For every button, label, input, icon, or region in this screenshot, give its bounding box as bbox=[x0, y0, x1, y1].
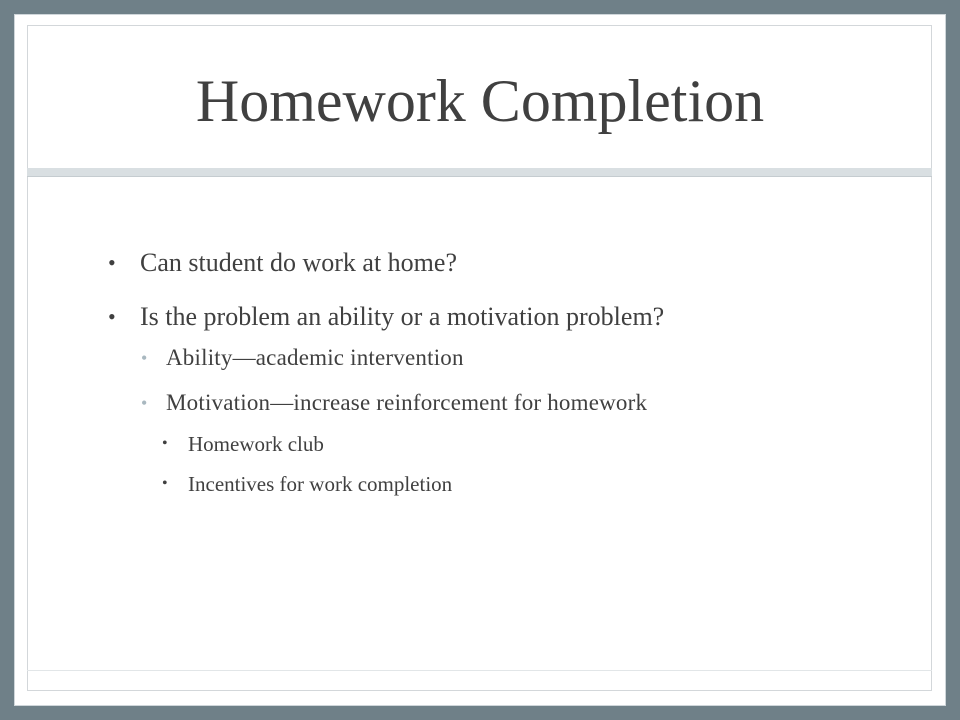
bullet-level3 bbox=[162, 471, 453, 497]
bullet-text: Incentives for work completion bbox=[188, 472, 453, 496]
bullet-dot-icon: • bbox=[108, 250, 116, 275]
bullet-text: Homework club bbox=[188, 432, 324, 456]
bullet-level1 bbox=[108, 302, 665, 332]
slide-body bbox=[14, 14, 946, 706]
slide-title: Homework Completion bbox=[195, 68, 765, 134]
bullet-text: Can student do work at home? bbox=[140, 248, 457, 277]
sub-bullet-dot-icon: • bbox=[141, 393, 148, 413]
sub-sub-bullet-dot-icon: • bbox=[162, 475, 168, 492]
bullet-text: Ability—academic intervention bbox=[166, 345, 464, 370]
bullet-level3 bbox=[162, 431, 324, 457]
sub-bullet-dot-icon: • bbox=[141, 348, 148, 368]
bullet-text: Is the problem an ability or a motivation problem? bbox=[140, 302, 665, 331]
bullet-text: Motivation—increase reinforcement for homework bbox=[166, 390, 648, 415]
bullet-dot-icon: • bbox=[108, 304, 116, 329]
bullet-level2 bbox=[141, 389, 648, 417]
slide bbox=[14, 14, 946, 706]
footer-divider bbox=[27, 670, 932, 671]
bullet-level2 bbox=[141, 344, 464, 372]
bullet-level1 bbox=[108, 248, 457, 278]
sub-sub-bullet-dot-icon: • bbox=[162, 435, 168, 452]
